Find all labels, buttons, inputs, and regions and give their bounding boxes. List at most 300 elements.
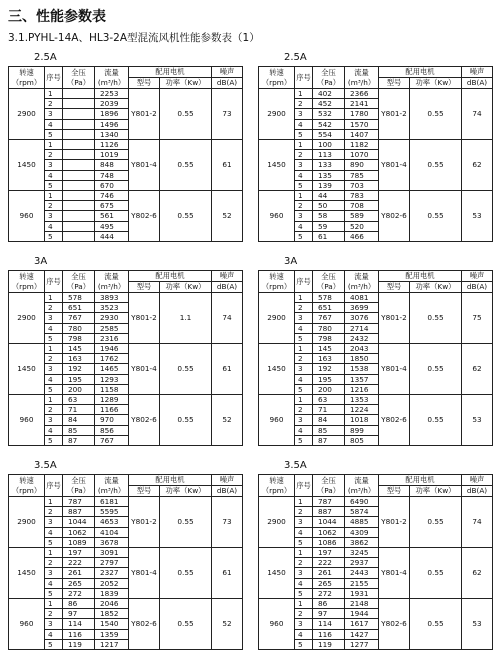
flow-cell: 2141 (345, 99, 379, 109)
header-flow: 流量 (m³/h） (95, 271, 129, 293)
performance-table (8, 66, 243, 242)
motor-power-cell: 0.55 (160, 497, 212, 548)
header-model: 型号 (379, 486, 410, 497)
seq-cell: 2 (295, 303, 313, 313)
seq-cell: 4 (295, 323, 313, 333)
header-noise-unit: dB(A) (462, 486, 493, 497)
flow-cell: 4653 (95, 517, 129, 527)
flow-cell: 2432 (345, 333, 379, 343)
pressure-cell: 71 (63, 405, 95, 415)
seq-cell: 4 (295, 425, 313, 435)
seq-cell: 2 (45, 405, 63, 415)
speed-cell: 2900 (9, 89, 45, 140)
header-flow: 流量 (m³/h） (95, 67, 129, 89)
pressure-cell: 265 (313, 578, 345, 588)
pressure-cell (63, 191, 95, 201)
header-noise-unit: dB(A) (212, 78, 243, 89)
table-row (9, 599, 243, 609)
pressure-cell: 114 (313, 619, 345, 629)
header-noise: 噪声 (462, 475, 493, 486)
seq-cell: 2 (45, 201, 63, 211)
seq-cell: 5 (45, 384, 63, 394)
flow-cell: 5595 (95, 507, 129, 517)
pressure-cell: 222 (313, 558, 345, 568)
pressure-cell: 84 (63, 415, 95, 425)
flow-cell: 746 (95, 191, 129, 201)
pressure-cell: 119 (63, 639, 95, 649)
pressure-cell: 163 (63, 354, 95, 364)
flow-cell: 2930 (95, 313, 129, 323)
flow-cell: 1340 (95, 129, 129, 139)
pressure-cell: 85 (63, 425, 95, 435)
noise-cell: 53 (462, 599, 493, 650)
seq-cell: 3 (45, 211, 63, 221)
motor-power-cell: 0.55 (160, 191, 212, 242)
pressure-cell (63, 140, 95, 150)
pressure-cell: 767 (63, 313, 95, 323)
noise-cell: 74 (462, 497, 493, 548)
noise-cell: 53 (462, 395, 493, 446)
seq-cell: 3 (295, 109, 313, 119)
flow-cell: 495 (95, 221, 129, 231)
seq-cell: 1 (45, 191, 63, 201)
motor-power-cell: 0.55 (410, 293, 462, 344)
flow-cell: 848 (95, 160, 129, 170)
pressure-cell: 44 (313, 191, 345, 201)
seq-cell: 1 (295, 548, 313, 558)
seq-cell: 2 (45, 303, 63, 313)
pressure-cell: 197 (313, 548, 345, 558)
speed-cell: 960 (259, 599, 295, 650)
panel-model-label: 3A (284, 256, 298, 267)
motor-power-cell: 0.55 (410, 89, 462, 140)
table-row (9, 89, 243, 99)
seq-cell: 5 (45, 537, 63, 547)
header-model: 型号 (129, 282, 160, 293)
header-power: 功率（Kw） (160, 486, 212, 497)
flow-cell: 783 (345, 191, 379, 201)
flow-cell: 748 (95, 170, 129, 180)
pressure-cell: 87 (313, 435, 345, 445)
pressure-cell (63, 119, 95, 129)
motor-power-cell: 0.55 (410, 140, 462, 191)
header-motor: 配用电机 (379, 67, 462, 78)
pressure-cell: 532 (313, 109, 345, 119)
motor-model-cell: Y801-4 (379, 140, 410, 191)
seq-cell: 3 (295, 211, 313, 221)
seq-cell: 5 (45, 231, 63, 241)
header-noise-unit: dB(A) (212, 486, 243, 497)
header-pressure: 全压 （Pa） (63, 271, 95, 293)
header-power: 功率（Kw） (410, 78, 462, 89)
motor-power-cell: 0.55 (410, 191, 462, 242)
speed-cell: 1450 (259, 344, 295, 395)
pressure-cell: 87 (63, 435, 95, 445)
flow-cell: 3862 (345, 537, 379, 547)
seq-cell: 2 (295, 354, 313, 364)
pressure-cell: 133 (313, 160, 345, 170)
header-flow: 流量 (m³/h） (345, 67, 379, 89)
flow-cell: 703 (345, 180, 379, 190)
pressure-cell (63, 109, 95, 119)
speed-cell: 1450 (259, 548, 295, 599)
speed-cell: 960 (259, 191, 295, 242)
seq-cell: 1 (45, 599, 63, 609)
pressure-cell: 86 (63, 599, 95, 609)
speed-cell: 2900 (259, 89, 295, 140)
pressure-cell: 116 (313, 629, 345, 639)
table-row (259, 140, 493, 150)
seq-cell: 3 (45, 619, 63, 629)
flow-cell: 1289 (95, 395, 129, 405)
flow-cell: 1293 (95, 374, 129, 384)
motor-model-cell: Y801-4 (379, 344, 410, 395)
motor-model-cell: Y801-4 (379, 548, 410, 599)
pressure-cell (63, 150, 95, 160)
pressure-cell: 272 (63, 588, 95, 598)
performance-table (258, 66, 493, 242)
pressure-cell: 542 (313, 119, 345, 129)
header-model: 型号 (129, 486, 160, 497)
seq-cell: 4 (45, 629, 63, 639)
seq-cell: 1 (295, 395, 313, 405)
motor-model-cell: Y802-6 (129, 395, 160, 446)
pressure-cell: 1062 (63, 527, 95, 537)
flow-cell: 1762 (95, 354, 129, 364)
seq-cell: 2 (45, 609, 63, 619)
seq-cell: 2 (45, 558, 63, 568)
seq-cell: 4 (45, 374, 63, 384)
pressure-cell: 61 (313, 231, 345, 241)
speed-cell: 2900 (259, 497, 295, 548)
flow-cell: 1931 (345, 588, 379, 598)
flow-cell: 2714 (345, 323, 379, 333)
noise-cell: 62 (462, 140, 493, 191)
seq-cell: 4 (295, 221, 313, 231)
pressure-cell (63, 221, 95, 231)
seq-cell: 4 (295, 374, 313, 384)
document-heading: 三、性能参数表 (8, 9, 106, 25)
flow-cell: 6490 (345, 497, 379, 507)
pressure-cell: 1086 (313, 537, 345, 547)
table-row (259, 395, 493, 405)
motor-power-cell: 0.55 (410, 497, 462, 548)
seq-cell: 1 (45, 140, 63, 150)
flow-cell: 2253 (95, 89, 129, 99)
flow-cell: 3523 (95, 303, 129, 313)
noise-cell: 73 (212, 497, 243, 548)
flow-cell: 1166 (95, 405, 129, 415)
pressure-cell: 787 (313, 497, 345, 507)
flow-cell: 2052 (95, 578, 129, 588)
pressure-cell: 261 (63, 568, 95, 578)
flow-cell: 1407 (345, 129, 379, 139)
flow-cell: 675 (95, 201, 129, 211)
pressure-cell: 767 (313, 313, 345, 323)
flow-cell: 2039 (95, 99, 129, 109)
header-model: 型号 (379, 78, 410, 89)
pressure-cell: 402 (313, 89, 345, 99)
header-noise-unit: dB(A) (462, 282, 493, 293)
seq-cell: 2 (295, 150, 313, 160)
pressure-cell: 97 (63, 609, 95, 619)
speed-cell: 960 (9, 599, 45, 650)
pressure-cell: 200 (63, 384, 95, 394)
pressure-cell: 85 (313, 425, 345, 435)
flow-cell: 1852 (95, 609, 129, 619)
seq-cell: 4 (295, 578, 313, 588)
seq-cell: 4 (45, 221, 63, 231)
motor-power-cell: 0.55 (410, 548, 462, 599)
motor-power-cell: 0.55 (160, 599, 212, 650)
flow-cell: 4081 (345, 293, 379, 303)
seq-cell: 4 (295, 527, 313, 537)
flow-cell: 708 (345, 201, 379, 211)
seq-cell: 5 (295, 129, 313, 139)
pressure-cell: 578 (313, 293, 345, 303)
flow-cell: 4104 (95, 527, 129, 537)
flow-cell: 2585 (95, 323, 129, 333)
seq-cell: 3 (295, 619, 313, 629)
pressure-cell: 100 (313, 140, 345, 150)
flow-cell: 1496 (95, 119, 129, 129)
seq-cell: 3 (295, 568, 313, 578)
table-row (259, 344, 493, 354)
seq-cell: 2 (295, 507, 313, 517)
seq-cell: 5 (295, 384, 313, 394)
noise-cell: 73 (212, 89, 243, 140)
flow-cell: 1780 (345, 109, 379, 119)
flow-cell: 2937 (345, 558, 379, 568)
table-row (259, 293, 493, 303)
flow-cell: 3678 (95, 537, 129, 547)
flow-cell: 2443 (345, 568, 379, 578)
pressure-cell: 192 (63, 364, 95, 374)
header-motor: 配用电机 (379, 475, 462, 486)
motor-model-cell: Y802-6 (379, 191, 410, 242)
noise-cell: 61 (212, 140, 243, 191)
seq-cell: 5 (295, 180, 313, 190)
seq-cell: 1 (295, 191, 313, 201)
header-noise: 噪声 (212, 67, 243, 78)
noise-cell: 52 (212, 191, 243, 242)
pressure-cell (63, 201, 95, 211)
speed-cell: 1450 (9, 548, 45, 599)
flow-cell: 1357 (345, 374, 379, 384)
table-row (9, 497, 243, 507)
seq-cell: 4 (45, 119, 63, 129)
pressure-cell: 265 (63, 578, 95, 588)
seq-cell: 1 (45, 395, 63, 405)
flow-cell: 4885 (345, 517, 379, 527)
panel-model-label: 3.5A (34, 460, 57, 471)
flow-cell: 1216 (345, 384, 379, 394)
flow-cell: 1850 (345, 354, 379, 364)
seq-cell: 4 (295, 170, 313, 180)
pressure-cell: 887 (63, 507, 95, 517)
flow-cell: 1946 (95, 344, 129, 354)
flow-cell: 1359 (95, 629, 129, 639)
pressure-cell: 200 (313, 384, 345, 394)
pressure-cell (63, 99, 95, 109)
flow-cell: 670 (95, 180, 129, 190)
speed-cell: 1450 (259, 140, 295, 191)
speed-cell: 960 (9, 395, 45, 446)
pressure-cell: 1044 (63, 517, 95, 527)
flow-cell: 1070 (345, 150, 379, 160)
seq-cell: 1 (295, 89, 313, 99)
header-speed: 转速 （rpm） (259, 67, 295, 89)
seq-cell: 5 (295, 435, 313, 445)
flow-cell: 466 (345, 231, 379, 241)
panel-model-label: 2.5A (284, 52, 307, 63)
header-motor: 配用电机 (379, 271, 462, 282)
speed-cell: 2900 (9, 293, 45, 344)
header-pressure: 全压 （Pa） (313, 67, 345, 89)
table-row (9, 395, 243, 405)
pressure-cell: 1062 (313, 527, 345, 537)
header-pressure: 全压 （Pa） (313, 271, 345, 293)
motor-model-cell: Y801-2 (379, 89, 410, 140)
flow-cell: 1839 (95, 588, 129, 598)
pressure-cell: 135 (313, 170, 345, 180)
seq-cell: 4 (295, 629, 313, 639)
pressure-cell: 114 (63, 619, 95, 629)
pressure-cell: 780 (313, 323, 345, 333)
motor-model-cell: Y801-2 (379, 293, 410, 344)
seq-cell: 2 (45, 354, 63, 364)
flow-cell: 2316 (95, 333, 129, 343)
motor-model-cell: Y802-6 (379, 395, 410, 446)
motor-model-cell: Y802-6 (129, 599, 160, 650)
flow-cell: 5874 (345, 507, 379, 517)
flow-cell: 4309 (345, 527, 379, 537)
seq-cell: 1 (45, 497, 63, 507)
header-flow: 流量 (m³/h） (345, 271, 379, 293)
header-speed: 转速 （rpm） (9, 67, 45, 89)
pressure-cell: 63 (63, 395, 95, 405)
pressure-cell: 84 (313, 415, 345, 425)
flow-cell: 1277 (345, 639, 379, 649)
noise-cell: 75 (462, 293, 493, 344)
seq-cell: 3 (45, 313, 63, 323)
header-seq: 序号 (45, 271, 63, 293)
flow-cell: 1465 (95, 364, 129, 374)
flow-cell: 2046 (95, 599, 129, 609)
pressure-cell (63, 170, 95, 180)
pressure-cell: 554 (313, 129, 345, 139)
motor-model-cell: Y801-4 (129, 548, 160, 599)
seq-cell: 3 (45, 364, 63, 374)
header-flow: 流量 (m³/h） (95, 475, 129, 497)
flow-cell: 1182 (345, 140, 379, 150)
motor-power-cell: 0.55 (410, 395, 462, 446)
pressure-cell: 195 (63, 374, 95, 384)
panel-model-label: 2.5A (34, 52, 57, 63)
flow-cell: 2797 (95, 558, 129, 568)
noise-cell: 74 (462, 89, 493, 140)
pressure-cell (63, 180, 95, 190)
flow-cell: 1126 (95, 140, 129, 150)
seq-cell: 5 (45, 435, 63, 445)
header-pressure: 全压 （Pa） (63, 67, 95, 89)
flow-cell: 6181 (95, 497, 129, 507)
flow-cell: 3091 (95, 548, 129, 558)
seq-cell: 5 (295, 588, 313, 598)
flow-cell: 2148 (345, 599, 379, 609)
speed-cell: 960 (9, 191, 45, 242)
seq-cell: 4 (45, 170, 63, 180)
motor-power-cell: 0.55 (160, 395, 212, 446)
flow-cell: 1570 (345, 119, 379, 129)
noise-cell: 53 (462, 191, 493, 242)
seq-cell: 2 (45, 99, 63, 109)
header-noise: 噪声 (462, 271, 493, 282)
seq-cell: 1 (45, 548, 63, 558)
motor-model-cell: Y801-2 (129, 293, 160, 344)
seq-cell: 1 (45, 344, 63, 354)
motor-power-cell: 0.55 (160, 89, 212, 140)
noise-cell: 74 (212, 293, 243, 344)
noise-cell: 62 (462, 548, 493, 599)
table-row (259, 599, 493, 609)
seq-cell: 5 (45, 588, 63, 598)
motor-power-cell: 0.55 (160, 548, 212, 599)
seq-cell: 1 (295, 140, 313, 150)
seq-cell: 1 (45, 89, 63, 99)
seq-cell: 4 (45, 323, 63, 333)
seq-cell: 3 (295, 517, 313, 527)
noise-cell: 62 (462, 344, 493, 395)
pressure-cell: 651 (63, 303, 95, 313)
header-model: 型号 (379, 282, 410, 293)
header-speed: 转速 （rpm） (9, 271, 45, 293)
flow-cell: 1944 (345, 609, 379, 619)
motor-power-cell: 0.55 (160, 140, 212, 191)
header-power: 功率（Kw） (160, 78, 212, 89)
header-motor: 配用电机 (129, 475, 212, 486)
header-noise: 噪声 (462, 67, 493, 78)
seq-cell: 5 (45, 180, 63, 190)
noise-cell: 52 (212, 599, 243, 650)
flow-cell: 1538 (345, 364, 379, 374)
seq-cell: 5 (295, 333, 313, 343)
flow-cell: 1540 (95, 619, 129, 629)
header-power: 功率（Kw） (410, 486, 462, 497)
flow-cell: 970 (95, 415, 129, 425)
seq-cell: 4 (45, 425, 63, 435)
flow-cell: 1617 (345, 619, 379, 629)
header-flow: 流量 (m³/h） (345, 475, 379, 497)
speed-cell: 2900 (259, 293, 295, 344)
flow-cell: 890 (345, 160, 379, 170)
header-speed: 转速 （rpm） (9, 475, 45, 497)
performance-table (258, 474, 493, 650)
header-seq: 序号 (295, 475, 313, 497)
pressure-cell: 145 (63, 344, 95, 354)
seq-cell: 3 (45, 517, 63, 527)
table-row (9, 191, 243, 201)
seq-cell: 2 (45, 507, 63, 517)
header-motor: 配用电机 (129, 271, 212, 282)
motor-power-cell: 0.55 (410, 599, 462, 650)
pressure-cell: 86 (313, 599, 345, 609)
seq-cell: 2 (295, 201, 313, 211)
table-row (259, 191, 493, 201)
header-motor: 配用电机 (129, 67, 212, 78)
motor-power-cell: 1.1 (160, 293, 212, 344)
header-power: 功率（Kw） (160, 282, 212, 293)
